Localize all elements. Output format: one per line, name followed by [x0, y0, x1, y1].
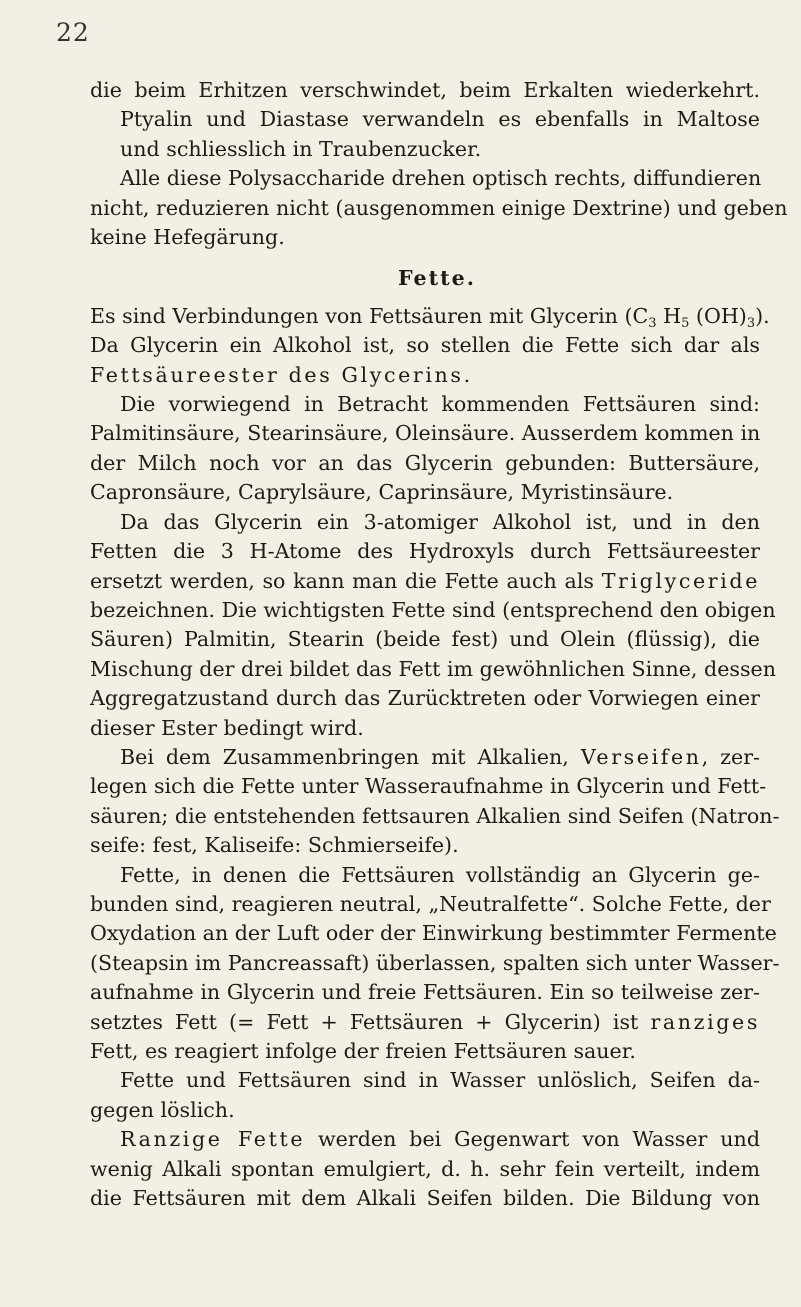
text-line: Da das Glycerin ein 3-atomiger Alkohol ist, und in den	[120, 509, 760, 534]
text-line: bezeichnen. Die wichtigsten Fette sind (entsprechend den obigen	[90, 597, 776, 622]
text-line: Capronsäure, Caprylsäure, Caprinsäure, Myristinsäure.	[90, 480, 674, 505]
text-line: wenig Alkali spontan emulgiert, d. h. sehr fein verteilt, indem	[90, 1156, 760, 1181]
text-line: Die vorwiegend in Betracht kommenden Fettsäuren sind:	[120, 392, 760, 417]
text-line: Ptyalin und Diastase verwandeln es ebenfalls in Maltose	[120, 107, 760, 132]
text-line: Palmitinsäure, Stearinsäure, Oleinsäure. Ausserdem kommen in	[90, 421, 761, 446]
text-line: seife: fest, Kaliseife: Schmierseife).	[90, 833, 459, 858]
text-line: setztes Fett (= Fett + Fettsäuren + Glycerin) ist ranziges	[90, 1009, 760, 1034]
text-line: Fette und Fettsäuren sind in Wasser unlöslich, Seifen da-	[120, 1068, 760, 1093]
text-line: Mischung der drei bildet das Fett im gewöhnlichen Sinne, dessen	[90, 656, 776, 681]
section-heading: Fette.	[398, 266, 476, 291]
text-line: Fetten die 3 H-Atome des Hydroxyls durch Fettsäureester	[90, 539, 760, 564]
text-line: der Milch noch vor an das Glycerin gebunden: Buttersäure,	[90, 450, 760, 475]
text-line: und schliesslich in Traubenzucker.	[120, 136, 482, 161]
text-line: Alle diese Polysaccharide drehen optisch rechts, diffundieren	[120, 166, 762, 191]
text-line: Aggregatzustand durch das Zurücktreten oder Vorwiegen einer	[90, 686, 760, 711]
text-line: Fette, in denen die Fettsäuren vollständig an Glycerin ge-	[120, 862, 760, 887]
text-line: Fett, es reagiert infolge der freien Fettsäuren sauer.	[90, 1039, 636, 1063]
text-line: Fettsäureester des Glycerins.	[90, 362, 473, 387]
text-line: Ranzige Fette werden bei Gegenwart von Wasser und	[120, 1127, 761, 1152]
page-number: 22	[56, 18, 90, 47]
text-line: gegen löslich.	[90, 1097, 235, 1122]
text-line: aufnahme in Glycerin und freie Fettsäuren. Ein so teilweise zer-	[90, 980, 760, 1005]
text-line: Bei dem Zusammenbringen mit Alkalien, Verseifen, zer-	[120, 744, 761, 769]
text-line: legen sich die Fette unter Wasseraufnahme in Glycerin und Fett-	[90, 774, 767, 799]
text-line: Da Glycerin ein Alkohol ist, so stellen die Fette sich dar als	[90, 333, 760, 358]
text-line: die beim Erhitzen verschwindet, beim Erkalten wiederkehrt.	[90, 78, 760, 102]
body-text	[90, 76, 788, 1213]
text-line: die Fettsäuren mit dem Alkali Seifen bilden. Die Bildung von	[90, 1186, 760, 1211]
text-line: Oxydation an der Luft oder der Einwirkung bestimmter Fermente	[90, 921, 777, 946]
text-line: keine Hefegärung.	[90, 225, 285, 250]
text-line: Es sind Verbindungen von Fettsäuren mit Glycerin ($C_3$ $H_5$ $(OH)_3$).	[90, 303, 770, 331]
text-line: Säuren) Palmitin, Stearin (beide fest) und Olein (flüssig), die	[90, 627, 760, 652]
text-line: bunden sind, reagieren neutral, „Neutralfette“. Solche Fette, der	[90, 891, 771, 916]
text-line: säuren; die entstehenden fettsauren Alkalien sind Seifen (Natron-	[90, 803, 780, 828]
text-line: nicht, reduzieren nicht (ausgenommen einige Dextrine) und geben	[90, 195, 788, 220]
text-line: ersetzt werden, so kann man die Fette auch als Triglyceride	[90, 568, 760, 593]
text-line: dieser Ester bedingt wird.	[90, 715, 364, 740]
text-line: (Steapsin im Pancreassaft) überlassen, spalten sich unter Wasser-	[90, 950, 780, 975]
